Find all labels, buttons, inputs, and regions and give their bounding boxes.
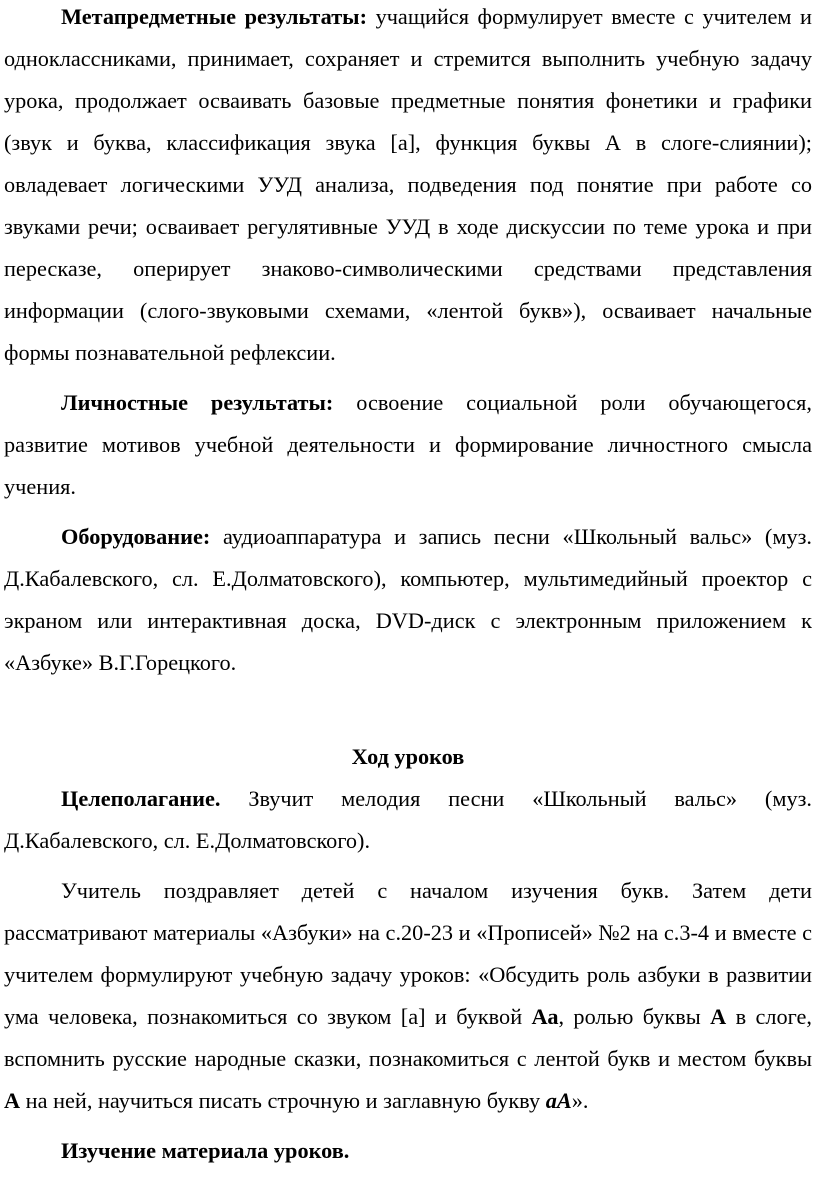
goal-setting-text: Звучит мелодия песни «Школьный вальс» (муз. Д.Кабалевского, сл. Е.Долматовского).: [4, 786, 812, 853]
teacher-text-part3: в слоге, вспомнить русские народные сказки, познакомиться с лентой букв и местом буквы: [4, 1004, 813, 1071]
teacher-paragraph: [4, 870, 812, 1122]
teacher-bold-italic-letters: аА: [545, 1088, 572, 1113]
teacher-bold-letter-aa: Аа: [531, 1004, 559, 1029]
personal-results-paragraph: [4, 382, 812, 508]
study-heading-paragraph: [4, 1130, 812, 1172]
meta-results-paragraph: [4, 0, 812, 374]
equipment-label: Оборудование:: [61, 524, 211, 549]
teacher-bold-letter-a1: А: [710, 1004, 727, 1029]
teacher-bold-letter-a2: А: [4, 1088, 21, 1113]
study-heading: Изучение материала уроков.: [61, 1138, 350, 1163]
goal-setting-label: Целеполагание.: [61, 786, 221, 811]
equipment-paragraph: [4, 516, 812, 684]
section-title: Ход уроков: [351, 744, 465, 769]
teacher-text-part2: , ролью буквы: [558, 1004, 711, 1029]
meta-results-text: учащийся формулирует вместе с учителем и одноклассниками, принимает, сохраняет и стремится выполнить учебную задачу урока, продолжает осваивать базовые предметные понятия фонетики и графики (звук и буква, классификация звука [а], функция буквы А в слоге-слиянии); овладевает логическими УУД анализа, подведения под понятие при работе со звуками речи; осваивает регулятивные УУД в ходе дискуссии по теме урока и при пересказе, оперирует знаково-символическими средствами представления информации (слого-звуковыми схемами, «лентой букв»), осваивает начальные формы познавательной рефлексии.: [4, 4, 812, 365]
goal-setting-paragraph: [4, 778, 812, 862]
personal-results-text: освоение социальной роли обучающегося, развитие мотивов учебной деятельности и формирование личностного смысла учения.: [4, 390, 812, 499]
teacher-text-part1: Учитель поздравляет детей с началом изучения букв. Затем дети рассматривают материалы «Азбуки» на с.20-23 и «Прописей» №2 на с.3-4 и вместе с учителем формулируют учебную задачу уроков: «Обсудить роль азбуки в развитии ума человека, познакомиться со звуком [а] и буквой: [4, 878, 812, 1029]
teacher-text-part5: ».: [571, 1088, 589, 1113]
equipment-text: аудиоаппаратура и запись песни «Школьный вальс» (муз. Д.Кабалевского, сл. Е.Долматовского), компьютер, мультимедийный проектор с экраном или интерактивная доска, DVD-диск с электронным приложением к «Азбуке» В.Г.Горецкого.: [4, 524, 812, 675]
personal-results-label: Личностные результаты:: [61, 390, 334, 415]
meta-results-label: Метапредметные результаты:: [61, 4, 368, 29]
teacher-text-part4: на ней, научиться писать строчную и заглавную букву: [20, 1088, 546, 1113]
